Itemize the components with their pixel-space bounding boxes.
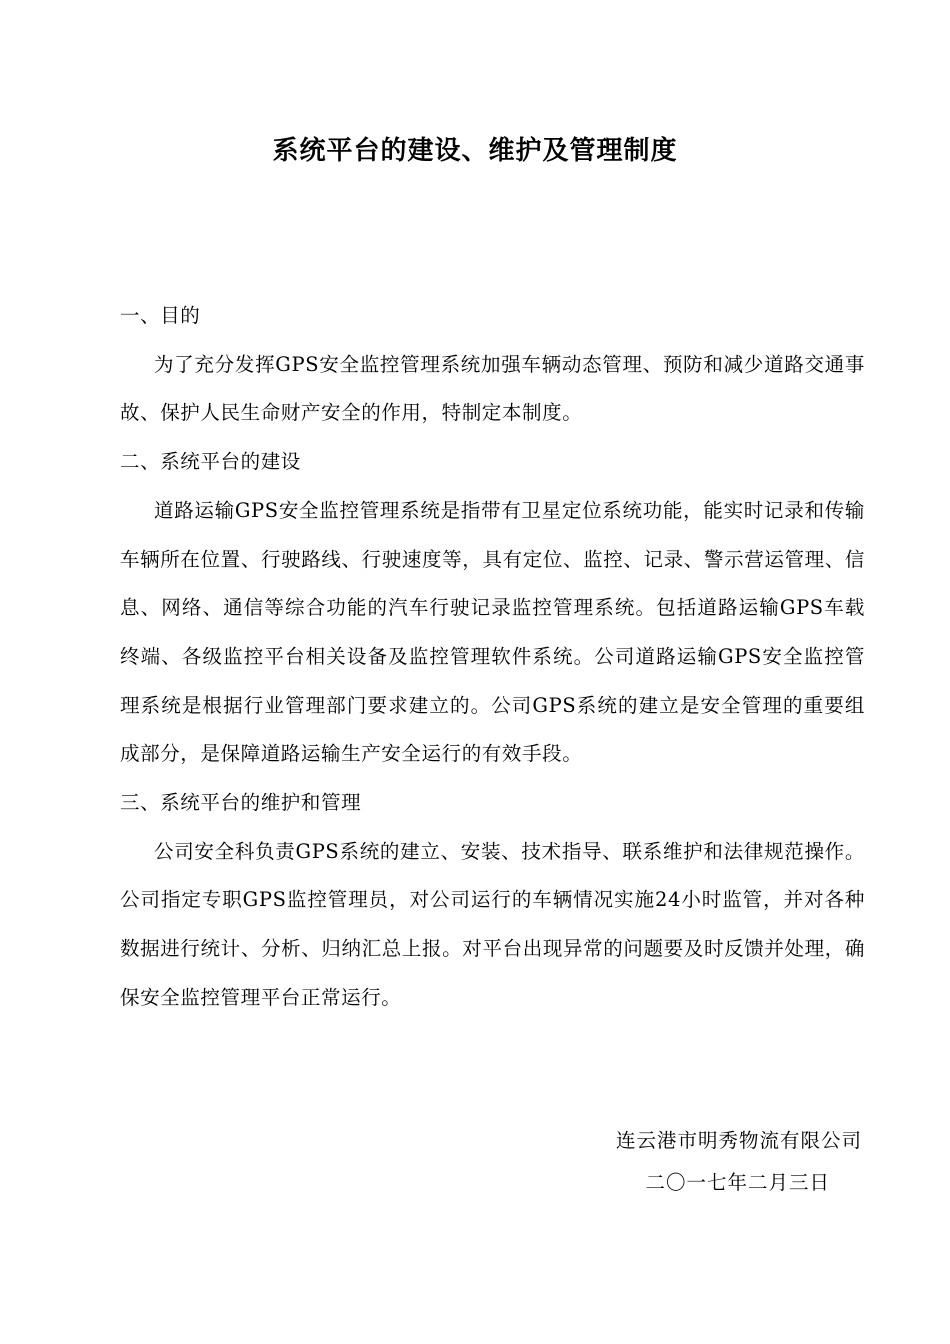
section-paragraph-maintenance: 公司安全科负责GPS系统的建立、安装、技术指导、联系维护和法律规范操作。公司指定专职GPS监控管理员，对公司运行的车辆情况实施24小时监管，并对各种数据进行统计、分析、归纳汇总上报。对平台出现异常的问题要及时反馈并处理，确保安全监控管理平台正常运行。 — [120, 839, 865, 1009]
signature-block — [0, 1120, 862, 1204]
section-heading-construction: 二、系统平台的建设 — [120, 450, 301, 474]
section-heading-purpose: 一、目的 — [120, 304, 201, 327]
document-body — [120, 292, 865, 1023]
signature-company: 连云港市明秀物流有限公司 — [615, 1129, 862, 1152]
document-title: 系统平台的建设、维护及管理制度 — [272, 136, 678, 166]
signature-date: 二〇一七年二月三日 — [645, 1171, 830, 1194]
section-paragraph-purpose: 为了充分发挥GPS安全监控管理系统加强车辆动态管理、预防和减少道路交通事故、保护人民生命财产安全的作用，特制定本制度。 — [120, 352, 865, 425]
section-heading-maintenance: 三、系统平台的维护和管理 — [120, 791, 362, 815]
section-paragraph-construction: 道路运输GPS安全监控管理系统是指带有卫星定位系统功能，能实时记录和传输车辆所在位置、行驶路线、行驶速度等，具有定位、监控、记录、警示营运管理、信息、网络、通信等综合功能的汽车行驶记录监控管理系统。包括道路运输GPS车载终端、各级监控平台相关设备及监控管理软件系统。公司道路运输GPS安全监控管理系统是根据行业管理部门要求建立的。公司GPS系统的建立是安全管理的重要组成部分，是保障道路运输生产安全运行的有效手段。 — [120, 498, 865, 766]
